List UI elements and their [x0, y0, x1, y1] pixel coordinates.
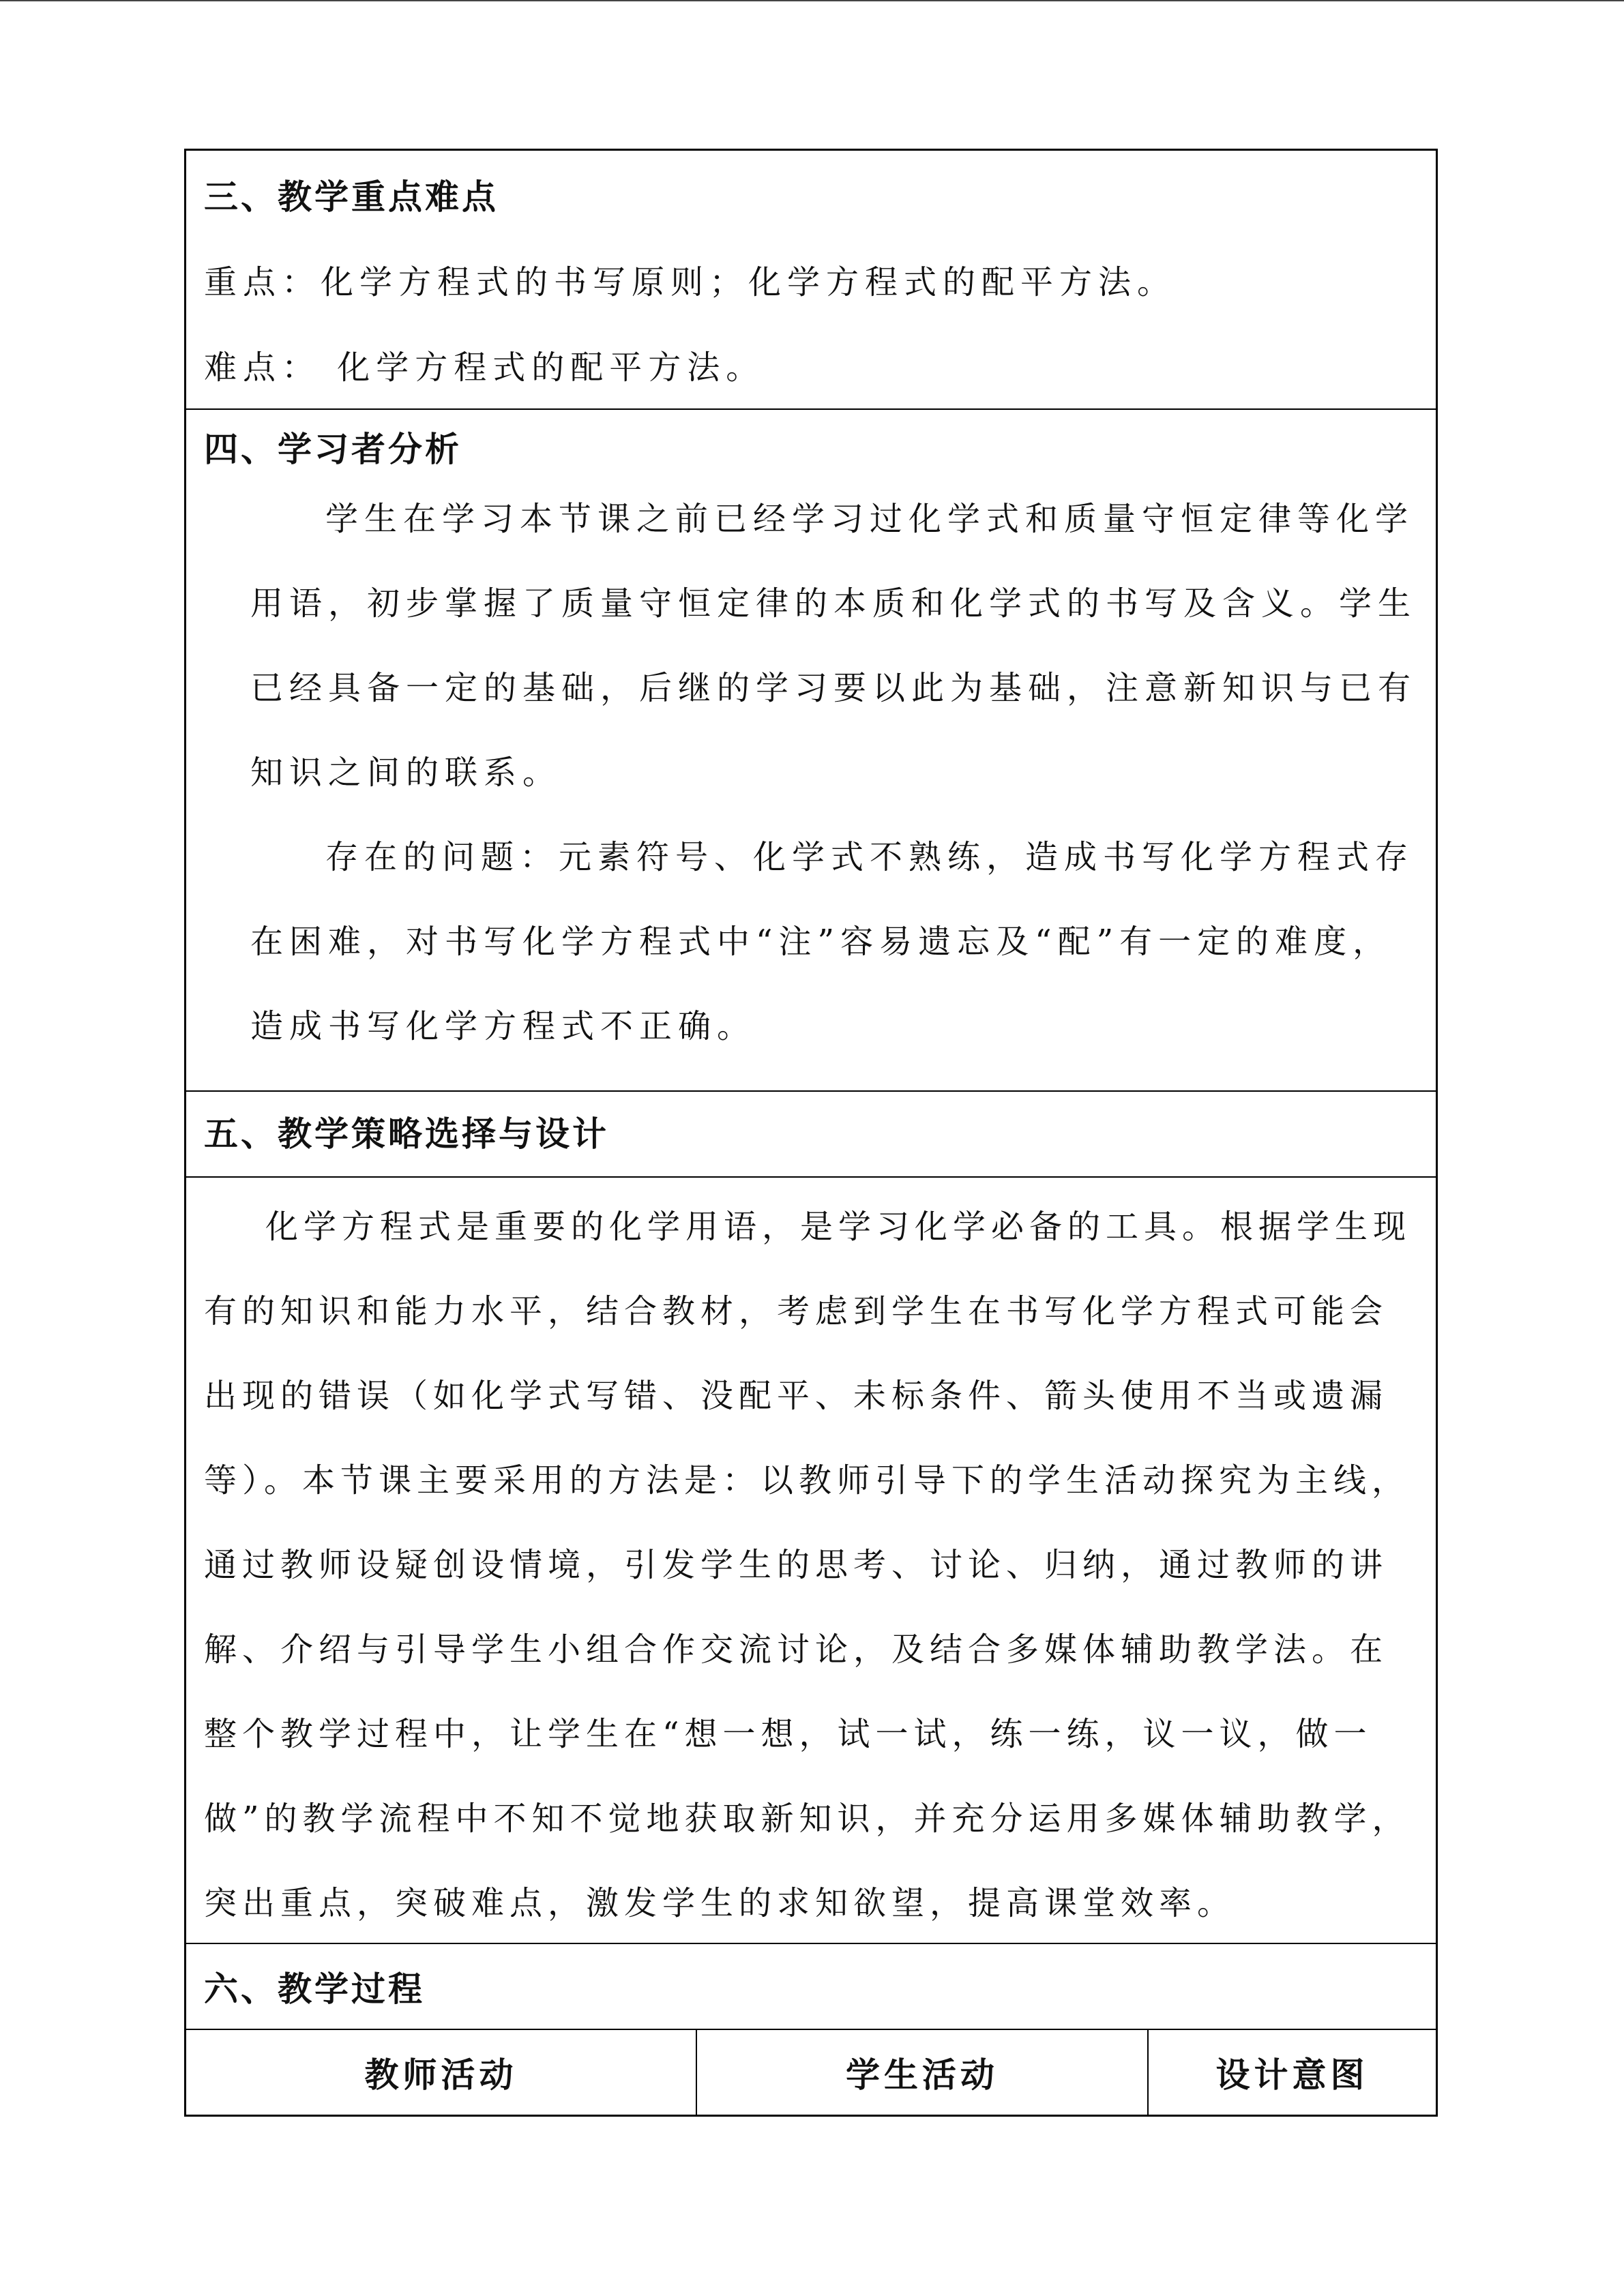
column-header-student-activity: 学生活动 — [697, 2030, 1149, 2115]
activity-header-row — [186, 2030, 1436, 2115]
key-points-section — [186, 151, 1436, 410]
strategy-section — [186, 1178, 1436, 1944]
lesson-plan-table — [184, 149, 1438, 2117]
key-point-text: 重点：化学方程式的书写原则；化学方程式的配平方法。 — [204, 263, 1177, 301]
process-heading-row — [186, 1944, 1436, 2030]
section-heading-strategy: 五、教学策略选择与设计 — [204, 1114, 609, 1154]
strategy-heading-row — [186, 1092, 1436, 1178]
strategy-paragraph: 化学方程式是重要的化学用语，是学习化学必备的工具。根据学生现有的知识和能力水平，结合教材，考虑到学生在书写化学方程式可能会出现的错误（如化学式写错、没配平、未标条件、箭头使用不当或遗漏等）。本节课主要采用的方法是：以教师引导下的学生活动探究为主线，通过教师设疑创设情境，引发学生的思考、讨论、归纳，通过教师的讲解、介绍与引导学生小组合作交流讨论，及结合多媒体辅助教学法。在整个教学过程中，让学生在“想一想，试一试，练一练，议一议，做一做”的教学流程中不知不觉地获取新知识，并充分运用多媒体辅助教学，突出重点，突破难点，激发学生的求知欲望，提高课堂效率。 — [204, 1208, 1412, 1922]
page-top-border — [0, 0, 1624, 1]
difficulty-text: 难点： 化学方程式的配平方法。 — [204, 348, 765, 387]
section-heading-process: 六、教学过程 — [204, 1969, 425, 2009]
section-heading-key-points: 三、教学重点难点 — [204, 177, 499, 217]
learner-analysis-section — [186, 410, 1436, 1092]
column-header-teacher-activity: 教师活动 — [186, 2030, 697, 2115]
section-heading-learner-analysis: 四、学习者分析 — [204, 430, 462, 469]
learner-analysis-paragraph-2: 存在的问题：元素符号、化学式不熟练，造成书写化学方程式存在困难，对书写化学方程式中“注”容易遗忘及“配”有一定的难度，造成书写化学方程式不正确。 — [250, 838, 1415, 1045]
column-header-design-intent: 设计意图 — [1215, 2055, 1369, 2095]
learner-analysis-paragraph-1: 学生在学习本节课之前已经学习过化学式和质量守恒定律等化学用语，初步掌握了质量守恒定律的本质和化学式的书写及含义。学生已经具备一定的基础，后继的学习要以此为基础，注意新知识与已有知识之间的联系。 — [250, 500, 1417, 792]
